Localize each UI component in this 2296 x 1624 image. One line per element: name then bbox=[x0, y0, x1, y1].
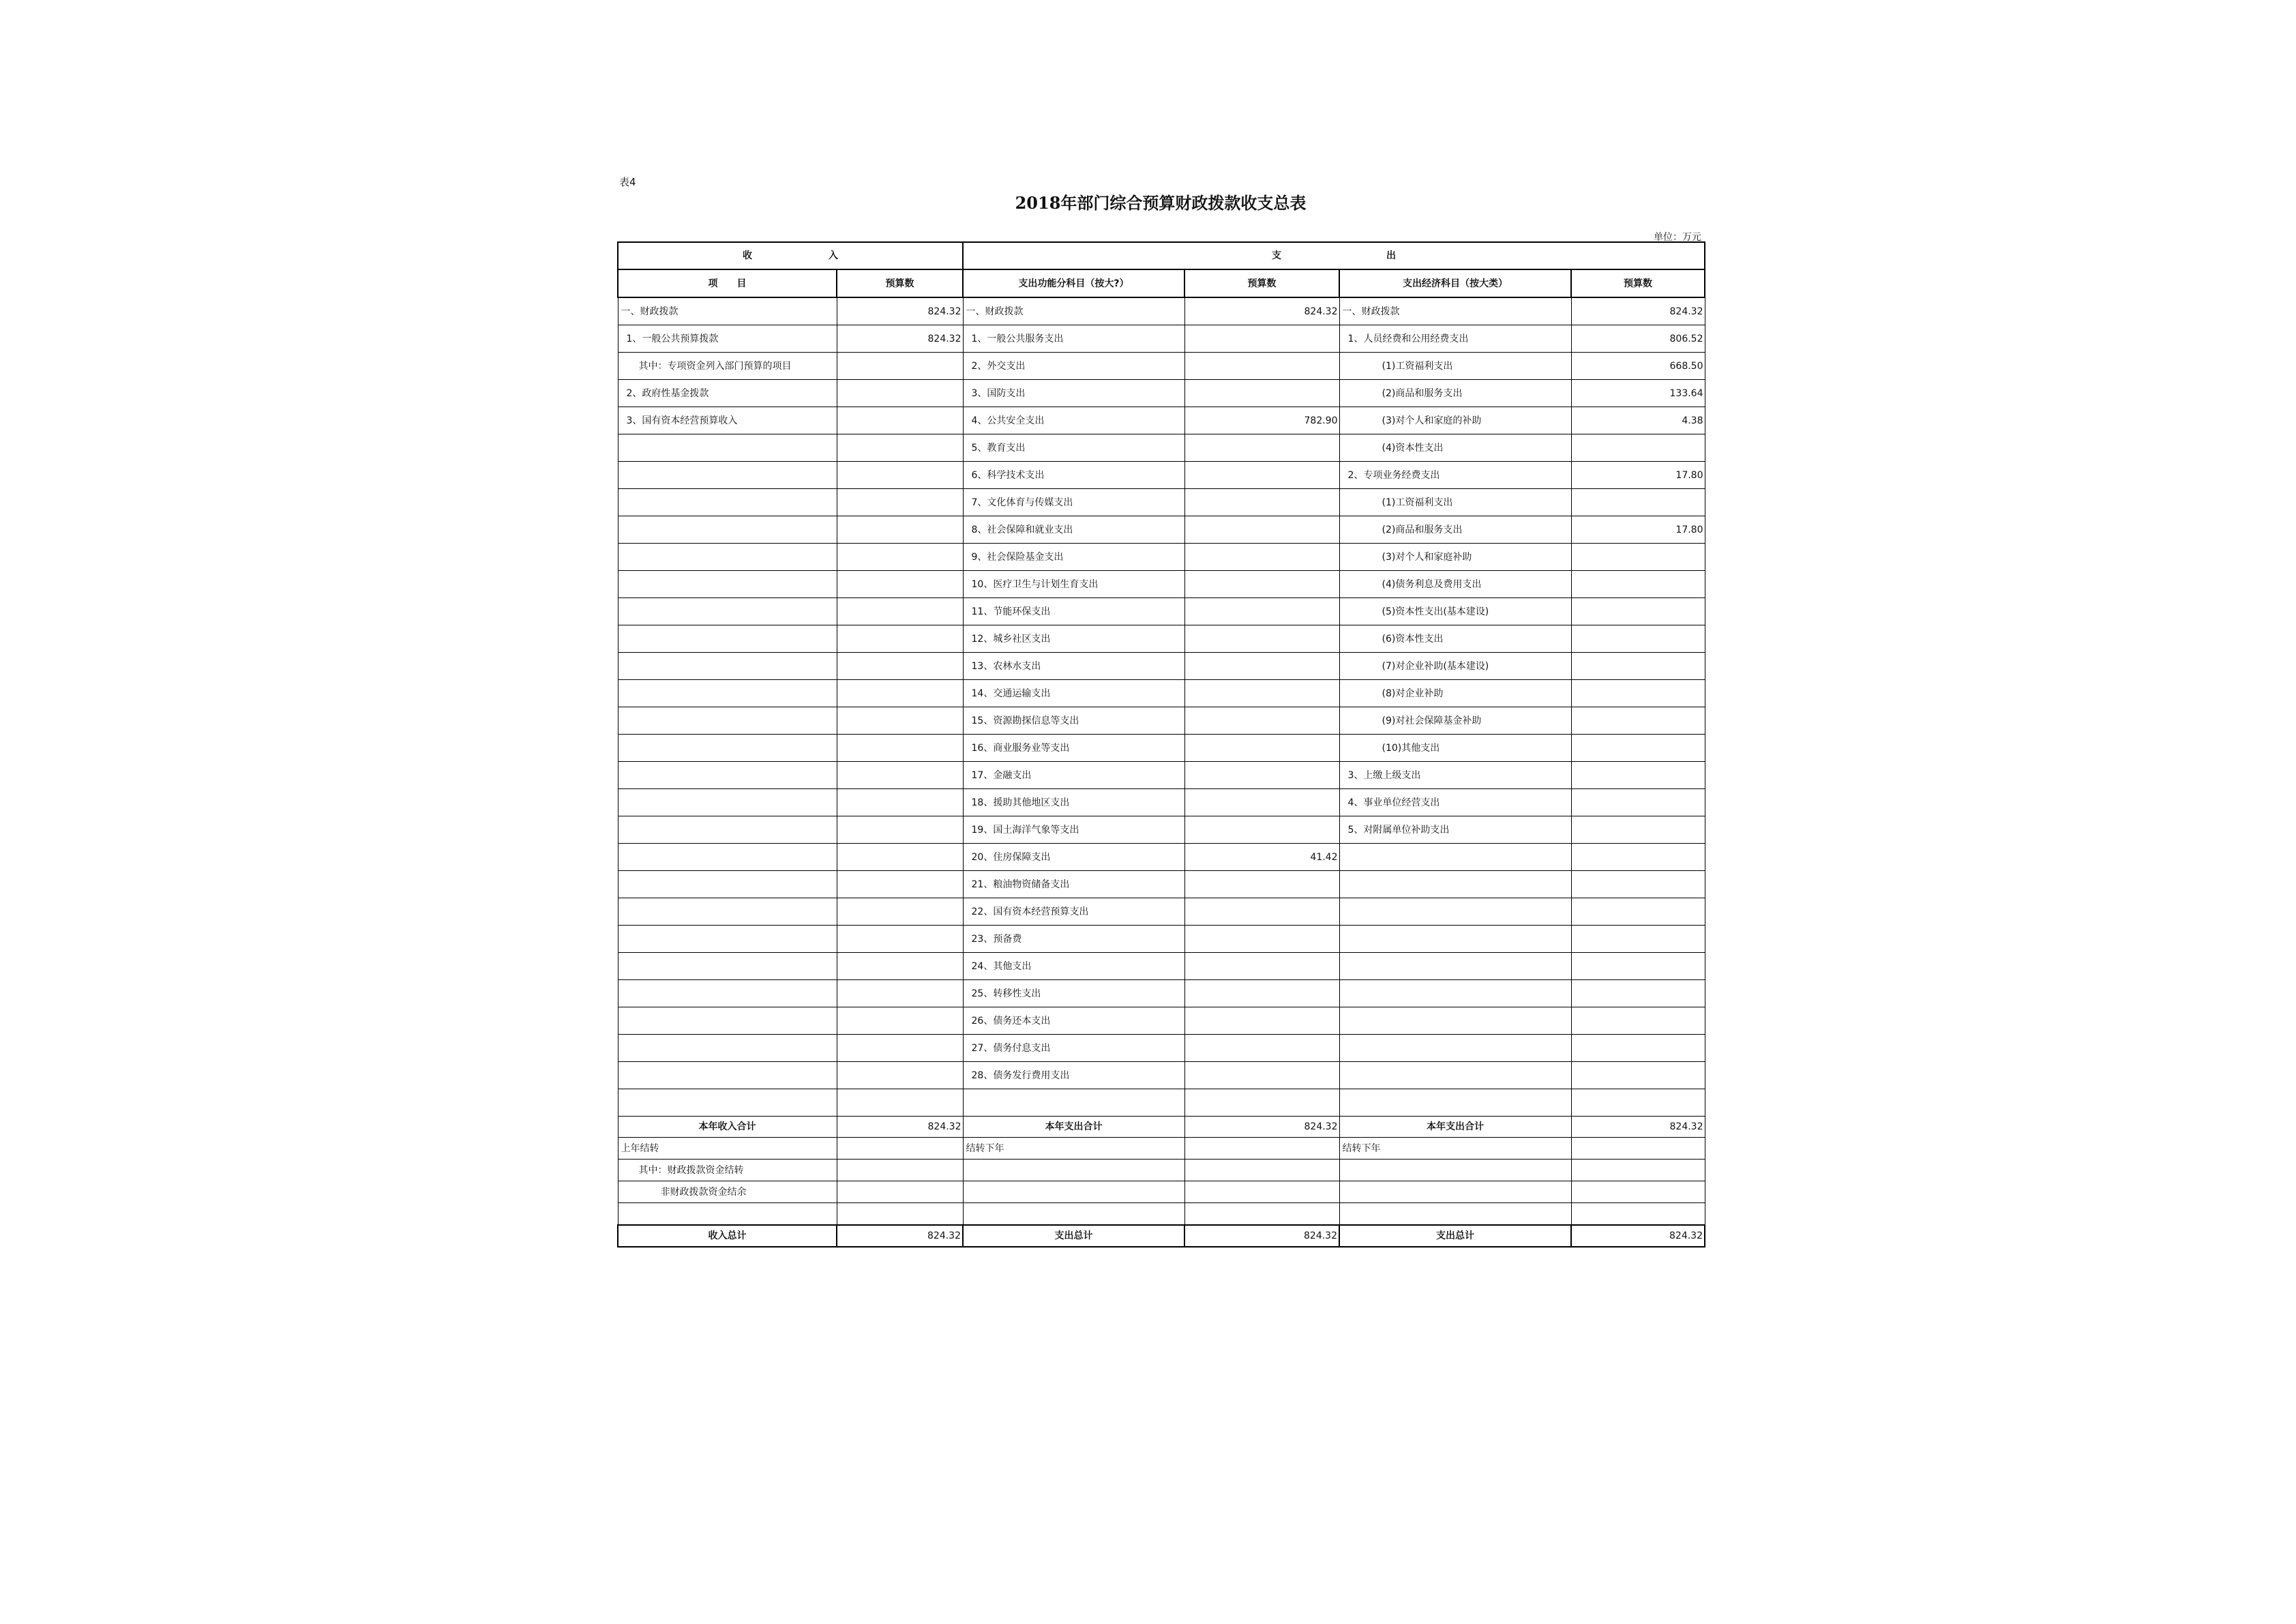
table-cell bbox=[618, 1062, 837, 1089]
table-cell: 17.80 bbox=[1571, 516, 1705, 544]
table-cell: 18、援助其他地区支出 bbox=[963, 789, 1184, 816]
col-header-economic-budget: 预算数 bbox=[1571, 269, 1705, 297]
table-cell bbox=[618, 625, 837, 653]
table-cell: 其中：专项资金列入部门预算的项目 bbox=[618, 353, 837, 380]
table-cell bbox=[1184, 871, 1339, 898]
table-cell bbox=[1339, 980, 1571, 1007]
table-cell bbox=[618, 980, 837, 1007]
table-number: 表4 bbox=[619, 176, 636, 188]
table-cell: 27、债务付息支出 bbox=[963, 1035, 1184, 1062]
table-cell: 5、教育支出 bbox=[963, 434, 1184, 462]
table-cell bbox=[837, 1007, 963, 1035]
table-cell: 782.90 bbox=[1184, 407, 1339, 434]
table-cell bbox=[1184, 598, 1339, 625]
table-cell: (3)对个人和家庭补助 bbox=[1339, 544, 1571, 571]
table-cell: 11、节能环保支出 bbox=[963, 598, 1184, 625]
table-cell bbox=[837, 816, 963, 844]
table-cell: (1)工资福利支出 bbox=[1339, 353, 1571, 380]
table-cell bbox=[1184, 1160, 1339, 1181]
table-cell bbox=[1571, 1203, 1705, 1226]
table-cell bbox=[837, 1089, 963, 1117]
table-row bbox=[618, 571, 1705, 598]
col-header-function-budget: 预算数 bbox=[1184, 269, 1339, 297]
grand-total-row bbox=[618, 1225, 1705, 1247]
table-cell bbox=[1571, 1181, 1705, 1203]
carryover-row bbox=[618, 1138, 1705, 1160]
table-cell bbox=[837, 571, 963, 598]
table-cell: (3)对个人和家庭的补助 bbox=[1339, 407, 1571, 434]
table-cell bbox=[1339, 844, 1571, 871]
table-cell: 17、金融支出 bbox=[963, 762, 1184, 789]
table-cell bbox=[1184, 680, 1339, 707]
table-cell: 5、对附属单位补助支出 bbox=[1339, 816, 1571, 844]
table-cell: 20、住房保障支出 bbox=[963, 844, 1184, 871]
col-header-economic-item: 支出经济科目（按大类） bbox=[1339, 269, 1571, 297]
table-cell: 824.32 bbox=[837, 1117, 963, 1138]
table-cell bbox=[837, 407, 963, 434]
table-cell bbox=[1571, 625, 1705, 653]
table-row bbox=[618, 653, 1705, 680]
table-cell bbox=[1571, 980, 1705, 1007]
table-cell bbox=[1184, 516, 1339, 544]
table-row bbox=[618, 516, 1705, 544]
table-cell: 一、财政拨款 bbox=[1339, 297, 1571, 325]
table-row bbox=[618, 297, 1705, 325]
table-cell bbox=[1184, 489, 1339, 516]
table-cell bbox=[1571, 898, 1705, 926]
table-cell bbox=[618, 707, 837, 735]
table-cell bbox=[618, 735, 837, 762]
table-cell: 一、财政拨款 bbox=[618, 297, 837, 325]
table-cell: 本年支出合计 bbox=[963, 1117, 1184, 1138]
table-cell bbox=[1571, 1138, 1705, 1160]
col-header-income-item: 项 目 bbox=[618, 269, 837, 297]
table-row bbox=[618, 762, 1705, 789]
table-cell bbox=[1571, 571, 1705, 598]
table-cell: 2、专项业务经费支出 bbox=[1339, 462, 1571, 489]
table-cell: 12、城乡社区支出 bbox=[963, 625, 1184, 653]
table-cell bbox=[837, 898, 963, 926]
table-cell bbox=[618, 1035, 837, 1062]
table-cell: 824.32 bbox=[1571, 1117, 1705, 1138]
table-cell: 1、一般公共预算拨款 bbox=[618, 325, 837, 353]
table-cell bbox=[1184, 434, 1339, 462]
carryover-row bbox=[618, 1181, 1705, 1203]
table-cell: 668.50 bbox=[1571, 353, 1705, 380]
table-cell bbox=[618, 516, 837, 544]
table-cell bbox=[1184, 1089, 1339, 1117]
table-row bbox=[618, 789, 1705, 816]
table-cell bbox=[1571, 762, 1705, 789]
table-cell: 非财政拨款资金结余 bbox=[618, 1181, 837, 1203]
table-cell: 支出总计 bbox=[963, 1225, 1184, 1247]
table-cell bbox=[618, 571, 837, 598]
table-cell: 4、公共安全支出 bbox=[963, 407, 1184, 434]
table-cell bbox=[1184, 380, 1339, 407]
table-cell bbox=[618, 653, 837, 680]
table-cell bbox=[1339, 898, 1571, 926]
table-cell: 21、粮油物资储备支出 bbox=[963, 871, 1184, 898]
table-cell bbox=[837, 953, 963, 980]
table-cell bbox=[1571, 926, 1705, 953]
table-cell bbox=[1184, 353, 1339, 380]
table-row bbox=[618, 953, 1705, 980]
table-cell bbox=[1184, 980, 1339, 1007]
table-cell bbox=[1184, 953, 1339, 980]
table-cell bbox=[618, 680, 837, 707]
table-cell bbox=[963, 1203, 1184, 1226]
table-cell: 1、人员经费和公用经费支出 bbox=[1339, 325, 1571, 353]
section-header-row bbox=[618, 242, 1705, 269]
table-cell bbox=[1571, 871, 1705, 898]
table-cell bbox=[1184, 625, 1339, 653]
table-cell bbox=[618, 1007, 837, 1035]
table-cell bbox=[837, 1181, 963, 1203]
table-cell bbox=[618, 926, 837, 953]
table-cell: 824.32 bbox=[837, 325, 963, 353]
table-cell bbox=[1571, 816, 1705, 844]
table-cell bbox=[837, 707, 963, 735]
table-cell bbox=[1339, 1007, 1571, 1035]
table-cell: 24、其他支出 bbox=[963, 953, 1184, 980]
table-cell bbox=[1571, 1089, 1705, 1117]
table-row bbox=[618, 1062, 1705, 1089]
table-cell: (1)工资福利支出 bbox=[1339, 489, 1571, 516]
table-cell bbox=[837, 926, 963, 953]
table-cell bbox=[618, 953, 837, 980]
table-cell bbox=[618, 1203, 837, 1226]
table-cell bbox=[1184, 789, 1339, 816]
table-cell bbox=[837, 516, 963, 544]
table-cell: (2)商品和服务支出 bbox=[1339, 516, 1571, 544]
table-cell bbox=[1571, 1007, 1705, 1035]
table-row bbox=[618, 434, 1705, 462]
table-cell bbox=[1184, 707, 1339, 735]
table-cell bbox=[618, 598, 837, 625]
table-cell: 一、财政拨款 bbox=[963, 297, 1184, 325]
table-cell bbox=[837, 625, 963, 653]
table-cell bbox=[1339, 871, 1571, 898]
table-cell: 25、转移性支出 bbox=[963, 980, 1184, 1007]
table-cell: 824.32 bbox=[1571, 1225, 1705, 1247]
table-cell: 其中：财政拨款资金结转 bbox=[618, 1160, 837, 1181]
table-cell: (7)对企业补助(基本建设) bbox=[1339, 653, 1571, 680]
table-cell bbox=[1339, 1203, 1571, 1226]
table-cell bbox=[1184, 816, 1339, 844]
table-cell bbox=[837, 489, 963, 516]
table-row bbox=[618, 598, 1705, 625]
table-cell: 15、资源勘探信息等支出 bbox=[963, 707, 1184, 735]
table-row bbox=[618, 707, 1705, 735]
table-row bbox=[618, 1007, 1705, 1035]
table-row bbox=[618, 926, 1705, 953]
table-cell: 6、科学技术支出 bbox=[963, 462, 1184, 489]
table-cell bbox=[1339, 1160, 1571, 1181]
table-cell bbox=[1184, 1181, 1339, 1203]
table-cell bbox=[1184, 1203, 1339, 1226]
table-cell bbox=[1184, 325, 1339, 353]
budget-table-body bbox=[618, 242, 1705, 1247]
table-cell bbox=[1571, 953, 1705, 980]
table-cell bbox=[1184, 735, 1339, 762]
table-cell bbox=[1571, 680, 1705, 707]
table-row bbox=[618, 489, 1705, 516]
table-cell bbox=[837, 434, 963, 462]
table-cell: 17.80 bbox=[1571, 462, 1705, 489]
table-cell bbox=[1184, 544, 1339, 571]
table-cell: (5)资本性支出(基本建设) bbox=[1339, 598, 1571, 625]
table-cell: 824.32 bbox=[1571, 297, 1705, 325]
table-cell: 3、国防支出 bbox=[963, 380, 1184, 407]
table-cell: 收入总计 bbox=[618, 1225, 837, 1247]
table-cell bbox=[963, 1181, 1184, 1203]
table-cell bbox=[1571, 434, 1705, 462]
table-cell bbox=[837, 1138, 963, 1160]
table-cell: 806.52 bbox=[1571, 325, 1705, 353]
table-cell bbox=[1571, 1062, 1705, 1089]
table-cell: 10、医疗卫生与计划生育支出 bbox=[963, 571, 1184, 598]
table-row bbox=[618, 325, 1705, 353]
table-cell: 824.32 bbox=[1184, 297, 1339, 325]
table-cell bbox=[963, 1160, 1184, 1181]
table-cell bbox=[1339, 953, 1571, 980]
table-cell bbox=[1571, 1035, 1705, 1062]
table-cell bbox=[1184, 1035, 1339, 1062]
table-cell: 133.64 bbox=[1571, 380, 1705, 407]
table-cell bbox=[1339, 1181, 1571, 1203]
table-row bbox=[618, 980, 1705, 1007]
table-cell bbox=[837, 462, 963, 489]
col-header-income-budget: 预算数 bbox=[837, 269, 963, 297]
table-cell bbox=[618, 1089, 837, 1117]
table-cell: 本年支出合计 bbox=[1339, 1117, 1571, 1138]
table-cell: 824.32 bbox=[1184, 1117, 1339, 1138]
col-header-function-item: 支出功能分科目（按大?） bbox=[963, 269, 1184, 297]
unit-label: 单位：万元 bbox=[1654, 232, 1701, 243]
table-cell bbox=[837, 653, 963, 680]
table-cell bbox=[1571, 544, 1705, 571]
table-cell: 8、社会保障和就业支出 bbox=[963, 516, 1184, 544]
table-cell bbox=[837, 1062, 963, 1089]
table-cell bbox=[618, 489, 837, 516]
carryover-row bbox=[618, 1203, 1705, 1226]
table-cell: (9)对社会保障基金补助 bbox=[1339, 707, 1571, 735]
table-row bbox=[618, 353, 1705, 380]
table-cell bbox=[618, 816, 837, 844]
table-cell bbox=[837, 353, 963, 380]
table-cell: 22、国有资本经营预算支出 bbox=[963, 898, 1184, 926]
table-cell: (2)商品和服务支出 bbox=[1339, 380, 1571, 407]
table-cell: (4)资本性支出 bbox=[1339, 434, 1571, 462]
table-row bbox=[618, 544, 1705, 571]
table-cell bbox=[618, 871, 837, 898]
table-cell bbox=[1571, 735, 1705, 762]
table-cell bbox=[618, 789, 837, 816]
table-cell bbox=[1184, 653, 1339, 680]
table-cell: (10)其他支出 bbox=[1339, 735, 1571, 762]
table-cell bbox=[1339, 926, 1571, 953]
table-cell bbox=[1571, 707, 1705, 735]
table-cell: 23、预备费 bbox=[963, 926, 1184, 953]
table-cell bbox=[1184, 1062, 1339, 1089]
table-cell: 2、政府性基金拨款 bbox=[618, 380, 837, 407]
expense-section-header: 支 出 bbox=[963, 242, 1705, 269]
table-cell bbox=[618, 544, 837, 571]
table-row bbox=[618, 380, 1705, 407]
table-cell bbox=[1184, 762, 1339, 789]
table-cell bbox=[618, 898, 837, 926]
page-title: 2018年部门综合预算财政拨款收支总表 bbox=[1015, 193, 1307, 213]
table-cell: 上年结转 bbox=[618, 1138, 837, 1160]
table-cell bbox=[1184, 926, 1339, 953]
table-cell bbox=[1184, 462, 1339, 489]
table-row bbox=[618, 462, 1705, 489]
table-cell bbox=[837, 1160, 963, 1181]
table-cell bbox=[837, 1203, 963, 1226]
budget-table bbox=[617, 241, 1705, 1247]
table-cell: 4、事业单位经营支出 bbox=[1339, 789, 1571, 816]
table-cell: 2、外交支出 bbox=[963, 353, 1184, 380]
table-cell: 4.38 bbox=[1571, 407, 1705, 434]
table-cell bbox=[1184, 571, 1339, 598]
table-row bbox=[618, 871, 1705, 898]
table-cell bbox=[1571, 598, 1705, 625]
table-cell: 3、上缴上级支出 bbox=[1339, 762, 1571, 789]
table-cell bbox=[837, 844, 963, 871]
table-cell bbox=[1184, 1138, 1339, 1160]
table-cell: 19、国土海洋气象等支出 bbox=[963, 816, 1184, 844]
table-cell bbox=[618, 434, 837, 462]
table-cell: 16、商业服务业等支出 bbox=[963, 735, 1184, 762]
table-cell: 41.42 bbox=[1184, 844, 1339, 871]
table-cell bbox=[1571, 653, 1705, 680]
table-cell: 13、农林水支出 bbox=[963, 653, 1184, 680]
table-cell: 26、债务还本支出 bbox=[963, 1007, 1184, 1035]
table-cell bbox=[1339, 1089, 1571, 1117]
table-cell: 结转下年 bbox=[1339, 1138, 1571, 1160]
table-cell: 824.32 bbox=[1184, 1225, 1339, 1247]
table-row bbox=[618, 898, 1705, 926]
table-cell bbox=[963, 1089, 1184, 1117]
table-row bbox=[618, 735, 1705, 762]
table-cell bbox=[837, 980, 963, 1007]
table-row bbox=[618, 407, 1705, 434]
table-row bbox=[618, 625, 1705, 653]
table-cell bbox=[618, 844, 837, 871]
table-row bbox=[618, 816, 1705, 844]
table-cell bbox=[837, 680, 963, 707]
table-row bbox=[618, 680, 1705, 707]
annual-total-row bbox=[618, 1117, 1705, 1138]
table-cell bbox=[837, 544, 963, 571]
income-section-header: 收 入 bbox=[618, 242, 963, 269]
table-cell bbox=[1571, 844, 1705, 871]
table-cell: (6)资本性支出 bbox=[1339, 625, 1571, 653]
table-cell: 28、债务发行费用支出 bbox=[963, 1062, 1184, 1089]
table-row bbox=[618, 844, 1705, 871]
table-cell: 7、文化体育与传媒支出 bbox=[963, 489, 1184, 516]
table-cell bbox=[837, 762, 963, 789]
table-cell bbox=[1571, 489, 1705, 516]
table-cell bbox=[618, 762, 837, 789]
table-row bbox=[618, 1035, 1705, 1062]
table-cell bbox=[837, 380, 963, 407]
table-cell: 1、一般公共服务支出 bbox=[963, 325, 1184, 353]
table-cell bbox=[1571, 789, 1705, 816]
table-cell: (4)债务利息及费用支出 bbox=[1339, 571, 1571, 598]
table-cell: 824.32 bbox=[837, 1225, 963, 1247]
table-cell bbox=[1571, 1160, 1705, 1181]
table-cell bbox=[1339, 1035, 1571, 1062]
table-cell bbox=[1184, 1007, 1339, 1035]
table-cell bbox=[837, 598, 963, 625]
table-cell bbox=[1184, 898, 1339, 926]
table-cell bbox=[837, 871, 963, 898]
table-cell: 14、交通运输支出 bbox=[963, 680, 1184, 707]
table-cell: 9、社会保险基金支出 bbox=[963, 544, 1184, 571]
table-cell bbox=[1339, 1062, 1571, 1089]
table-cell: 本年收入合计 bbox=[618, 1117, 837, 1138]
table-cell: 支出总计 bbox=[1339, 1225, 1571, 1247]
table-cell bbox=[618, 462, 837, 489]
carryover-row bbox=[618, 1160, 1705, 1181]
table-cell bbox=[837, 735, 963, 762]
table-cell: 结转下年 bbox=[963, 1138, 1184, 1160]
table-cell bbox=[837, 1035, 963, 1062]
table-cell: 824.32 bbox=[837, 297, 963, 325]
table-row bbox=[618, 1089, 1705, 1117]
column-header-row bbox=[618, 269, 1705, 297]
table-cell bbox=[837, 789, 963, 816]
table-cell: (8)对企业补助 bbox=[1339, 680, 1571, 707]
table-cell: 3、国有资本经营预算收入 bbox=[618, 407, 837, 434]
